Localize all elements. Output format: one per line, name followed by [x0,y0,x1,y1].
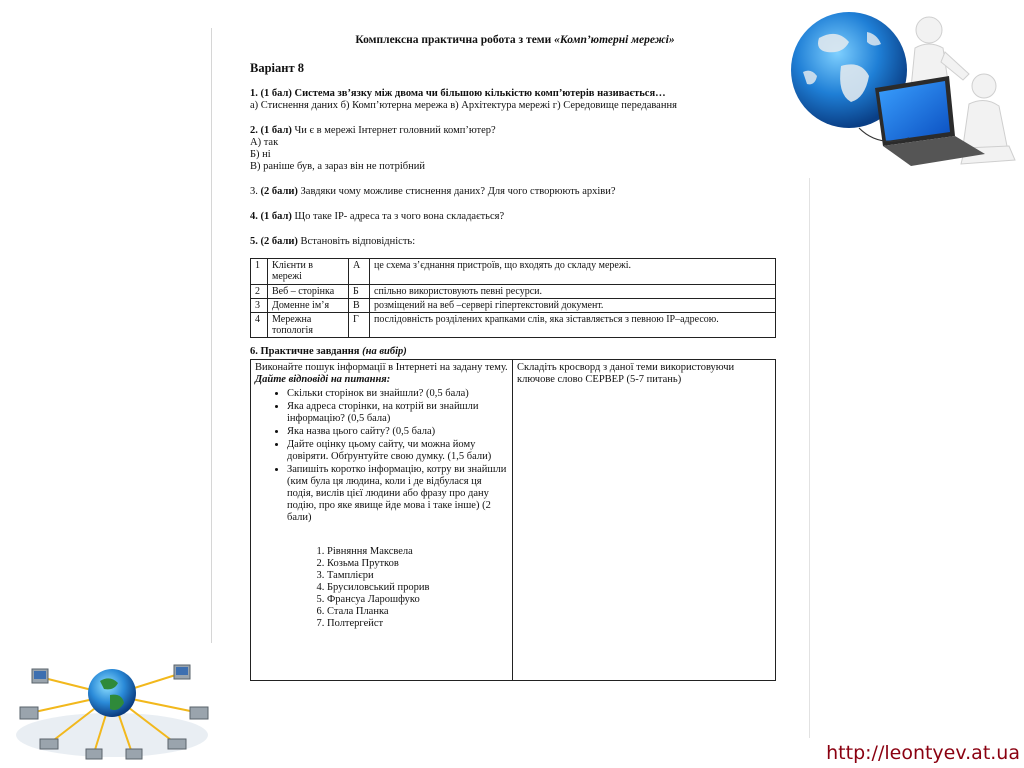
task-6-intro: Виконайте пошук інформації в Інтернеті на задану тему. [255,362,508,373]
task-6-right-cell [513,360,776,681]
question-2-option-a: А) так [250,137,279,148]
question-4: 4. (1 бал) Що таке IP- адреса та з чого вона складається? [250,211,505,222]
question-1: 1. (1 бал) Система зв’язку між двома чи більшою кількістю комп’ютерів називається… а) Стиснення даних б) Комп’ютерна мережа в) Архітектура мережі г) Середовище передавання [250,88,780,112]
table-row: 1 Клієнти в мережі А це схема з’єднання пристроїв, що входять до складу мережі. [251,259,776,285]
task-6-crossword-text: Складіть кросворд з даної теми використовуючи ключове слово СЕРВЕР (5-7 питань) [517,362,735,385]
list-item: 1. Рівняння Максвела [327,546,508,558]
question-2-option-b: Б) ні [250,149,271,160]
list-item: • Запишіть коротко інформацію, котру ви знайшли (ким була ця людина, коли і де відбулася ця подія, вислів цієї людини або фразу про дану подію, про яке явище йде мова і таке інше) (2 бали) [287,464,508,524]
list-item: • Скільки сторінок ви знайшли? (0,5 бала) [287,388,508,400]
globe-network-diagram-image [10,655,215,763]
question-5: 5. (2 бали) Встановіть відповідність: [250,236,416,247]
question-1-options: а) Стиснення даних б) Комп’ютерна мережа в) Архітектура мережі г) Середовище передавання [250,100,677,111]
question-2: 2. (1 бал) Чи є в мережі Інтернет головний комп’ютер? А) так Б) ні В) раніше був, а зараз він не потрібний [250,125,780,173]
list-item: 6. Стала Планка [327,606,508,618]
page-edge-right [809,178,810,738]
page-edge-left [211,28,212,643]
task-6-heading: 6. Практичне завдання (на вибір) [250,346,407,357]
table-row: 3 Доменне ім’я В розміщений на веб –сервері гіпертекстовий документ. [251,299,776,313]
task-6-topics [255,546,508,630]
table-row: 4 Мережна топологія Г послідовність розділених крапками слів, яка зіставляється з певною IP–адресою. [251,313,776,338]
list-item: 5. Франсуа Ларошфуко [327,594,508,606]
list-item: 3. Тамплієри [327,570,508,582]
table-row: 2 Веб – сторінка Б спільно використовують певні ресурси. [251,285,776,299]
variant-heading: Варіант 8 [250,61,304,75]
globe-figures-laptop-image [779,8,1019,176]
list-item: • Яка адреса сторінки, на котрій ви знайшли інформацію? (0,5 бала) [287,401,508,425]
task-6-table [250,359,776,681]
task-6-left-cell [251,360,513,681]
matching-table [250,258,776,338]
task-6-questions-heading: Дайте відповіді на питання: [255,374,391,385]
document-title: Комплексна практична робота з теми «Комп’ютерні мережі» [355,34,675,46]
question-2-option-c: В) раніше був, а зараз він не потрібний [250,161,425,172]
site-url[interactable]: http://leontyev.at.ua [826,742,1020,764]
list-item: • Яка назва цього сайту? (0,5 бала) [287,426,508,438]
list-item: 7. Полтергейст [327,618,508,630]
list-item: • Дайте оцінку цьому сайту, чи можна йому довіряти. Обґрунтуйте свою думку. (1,5 бали) [287,439,508,463]
question-3: 3. (2 бали) Завдяки чому можливе стиснення даних? Для чого створюють архіви? [250,186,616,197]
task-6-questions [255,388,508,524]
document [250,30,780,681]
list-item: 4. Брусиловський прорив [327,582,508,594]
list-item: 2. Козьма Прутков [327,558,508,570]
